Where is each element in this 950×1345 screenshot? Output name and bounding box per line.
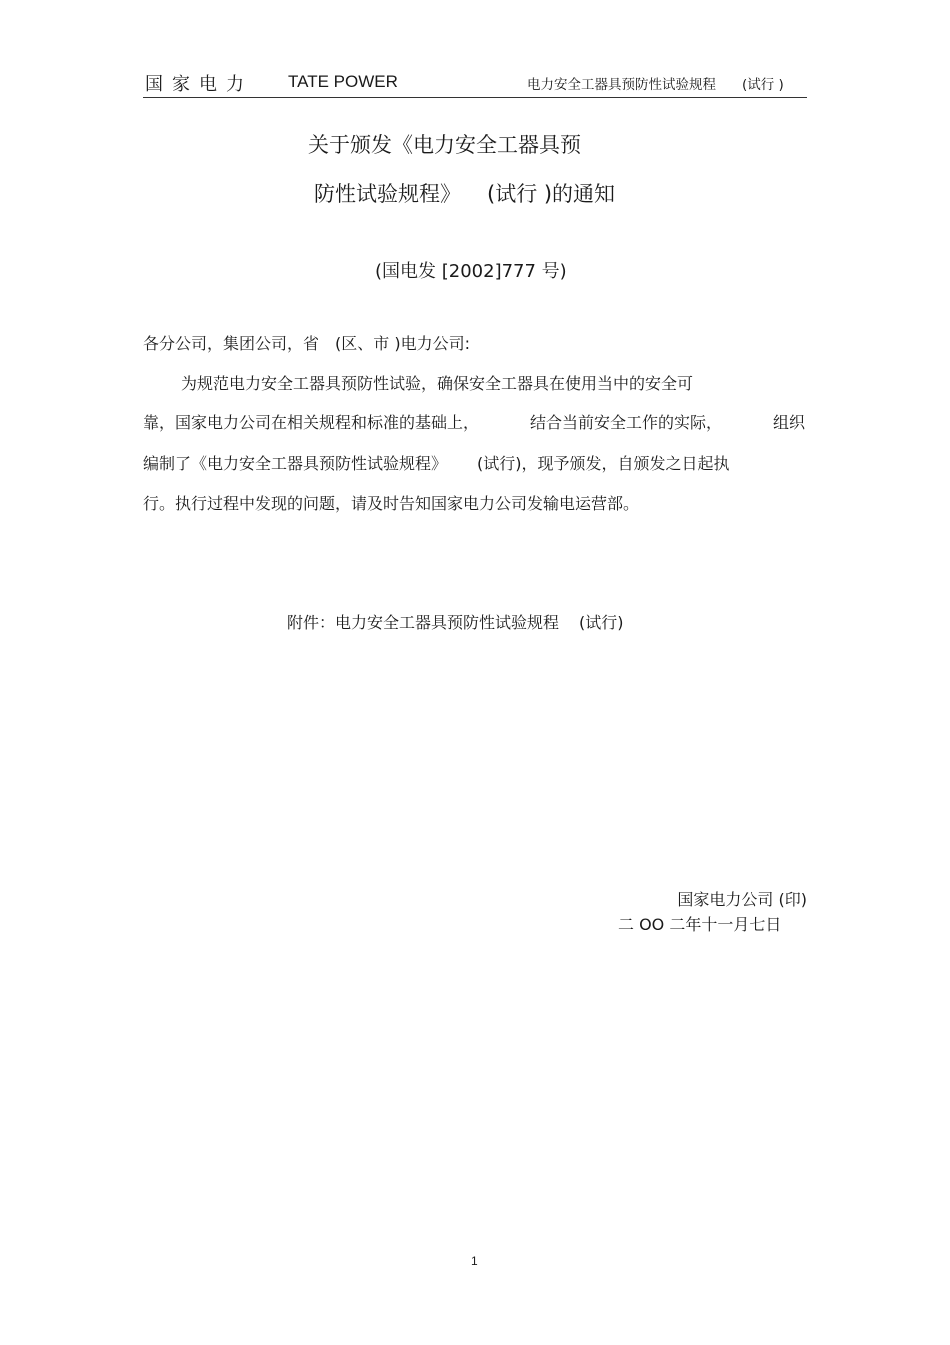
attachment-label: 附件：电力安全工器具预防性试验规程 xyxy=(287,613,560,632)
header-org-en: TATE POWER xyxy=(288,72,398,91)
body-line-2-part-1: 靠，国家电力公司在相关规程和标准的基础上， xyxy=(143,413,480,432)
header-doc-name xyxy=(527,73,784,93)
body-line-2-part-2: 结合当前安全工作的实际， xyxy=(529,413,722,432)
attachment-trial: (试行) xyxy=(579,613,624,632)
header-trial: (试行 ) xyxy=(742,77,784,93)
header-org-cn: 国家电力 xyxy=(145,74,253,95)
header-doc-title: 电力安全工器具预防性试验规程 xyxy=(527,77,716,93)
salutation: 各分公司，集团公司，省 (区、市 )电力公司: xyxy=(143,334,470,353)
attachment-line xyxy=(287,610,624,633)
title-line-1: 关于颁发《电力安全工器具预 xyxy=(308,133,581,157)
header-divider xyxy=(143,97,807,98)
document-number: (国电发 [2002]777 号) xyxy=(375,261,567,282)
body-line-4: 行。执行过程中发现的问题，请及时告知国家电力公司发输电运营部。 xyxy=(143,494,640,513)
body-line-2-part-3: 组织 xyxy=(772,413,805,432)
issuer-signature: 国家电力公司 (印) xyxy=(677,890,807,909)
body-line-1: 为规范电力安全工器具预防性试验，确保安全工器具在使用当中的安全可 xyxy=(181,374,694,393)
title-line-2a: 防性试验规程》 xyxy=(314,182,461,206)
body-line-2 xyxy=(143,410,805,433)
issue-date: 二 OO 二年十一月七日 xyxy=(618,915,782,934)
title-line-2 xyxy=(314,178,615,208)
title-line-2b: (试行 )的通知 xyxy=(487,182,616,206)
body-line-3-part-1: 编制了《电力安全工器具预防性试验规程》 xyxy=(143,454,448,473)
body-line-3-part-2: (试行)，现予颁发，自颁发之日起执 xyxy=(477,454,730,473)
page-number: 1 xyxy=(471,1254,478,1268)
body-line-3 xyxy=(143,451,730,474)
